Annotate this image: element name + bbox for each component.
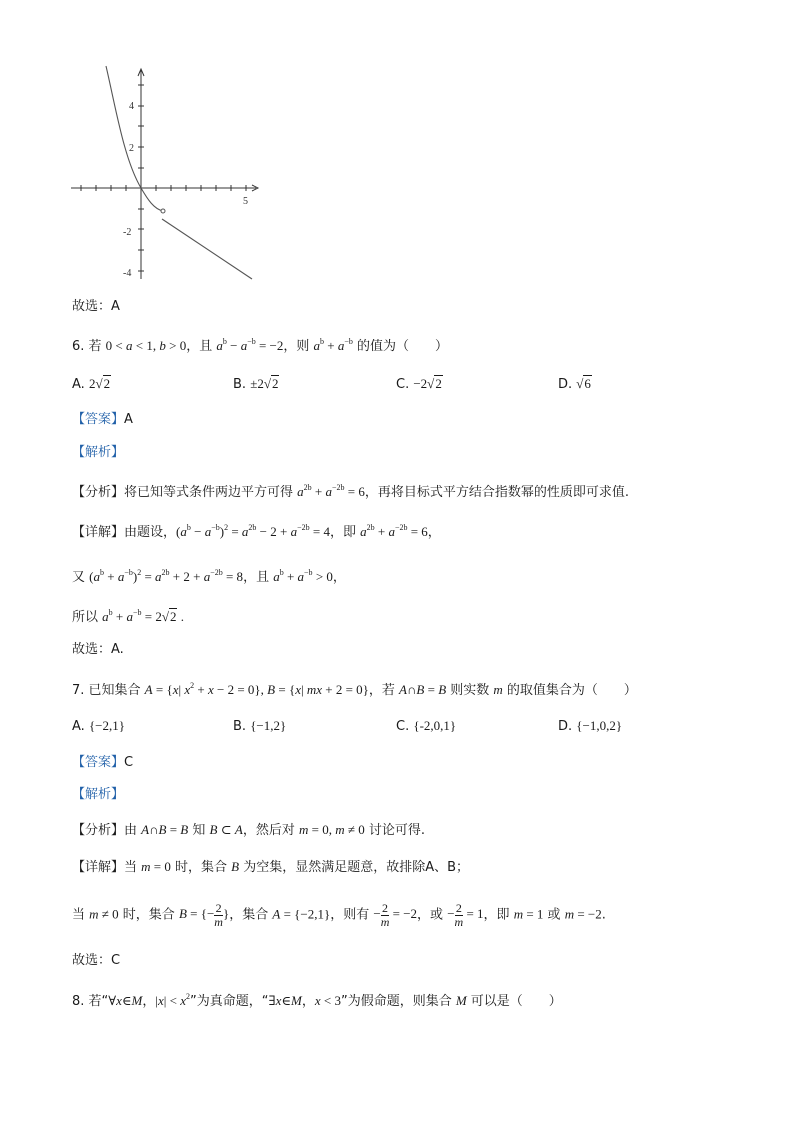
- q6-fenxi: 【分析】将已知等式条件两边平方可得 $a^{2b} + a^{-2b} = 6$，再将目标式平方结合指数幂的性质即可求值.: [72, 483, 629, 500]
- q7-detail-1: 【详解】当 m = 0 时，集合 B 为空集，显然满足题意，故排除A、B；: [72, 859, 470, 875]
- q6-jiexi: 【解析】: [72, 445, 125, 460]
- q6-option-a: A. 2√2: [72, 376, 111, 392]
- q7-jiexi: 【解析】: [72, 787, 125, 802]
- q8-stem: 8. 若“∀x∈M，$|x| < x^2$”为真命题，“∃x∈M，x < 3”为假命题，则集合 M 可以是（ ）: [72, 992, 562, 1009]
- q7-option-a: A. {−2,1}: [72, 718, 125, 734]
- y-tick-2-label: 2: [129, 143, 134, 154]
- x-tick-5-label: 5: [243, 196, 248, 207]
- q7-stem: 7. 已知集合 A = {x| $x^2 + x - 2 = 0$}, B = {x| mx + 2 = 0}，若 A∩B = B 则实数 m 的取值集合为（ ）: [72, 681, 637, 698]
- q7-detail-2: 当 m ≠ 0 时，集合 B = {− $\frac{2}{m}$ }，集合 A = {−2,1}，则有 − $\frac{2}{m}$ = −2，或 − $\frac{2}{m}$ = 1，即 m = 1 或 m = −2.: [72, 901, 606, 929]
- y-tick-4-label: 4: [129, 101, 134, 112]
- q7-option-d: D. {−1,0,2}: [558, 718, 623, 734]
- choose-c: 故选：C: [72, 953, 121, 968]
- q6-option-b: B. ±2√2: [233, 376, 279, 392]
- q6-stem: 6. 若 0 < a < 1, b > 0，且 $a^b - a^{-b} = -2$，则 $a^b + a^{-b}$ 的值为（ ）: [72, 337, 449, 354]
- q7-fenxi: 【分析】由 A∩B = B 知 B ⊂ A，然后对 m = 0, m ≠ 0 讨论可得.: [72, 822, 425, 838]
- q7-answer: 【答案】C: [72, 755, 134, 770]
- y-tick-neg4-label: -4: [123, 268, 132, 279]
- q6-option-d: D. √6: [558, 376, 591, 392]
- y-tick-neg2-label: -2: [123, 227, 132, 238]
- q6-answer: 【答案】A: [72, 412, 133, 427]
- open-point: [161, 209, 165, 213]
- q6-detail-2: 又 $(a^b + a^{-b})^2 = a^{2b} + 2 + a^{-2b} = 8$，且 $a^b + a^{-b} > 0$，: [72, 568, 346, 585]
- q6-detail-3: 所以 $a^b + a^{-b} = 2√2$ .: [72, 608, 184, 625]
- line-right: [162, 219, 252, 279]
- q6-detail-1: 【详解】由题设，$(a^b - a^{-b})^2 = a^{2b} - 2 + a^{-2b} = 4$，即 $a^{2b} + a^{-2b} = 6$，: [72, 523, 441, 540]
- function-graph: [66, 64, 266, 284]
- curve-left: [106, 66, 163, 211]
- q7-option-c: C. {-2,0,1}: [396, 718, 457, 734]
- q6-option-c: C. −2√2: [396, 376, 442, 392]
- choose-a-1: 故选：A: [72, 299, 120, 314]
- q7-option-b: B. {−1,2}: [233, 718, 287, 734]
- choose-a-2: 故选：A.: [72, 642, 124, 657]
